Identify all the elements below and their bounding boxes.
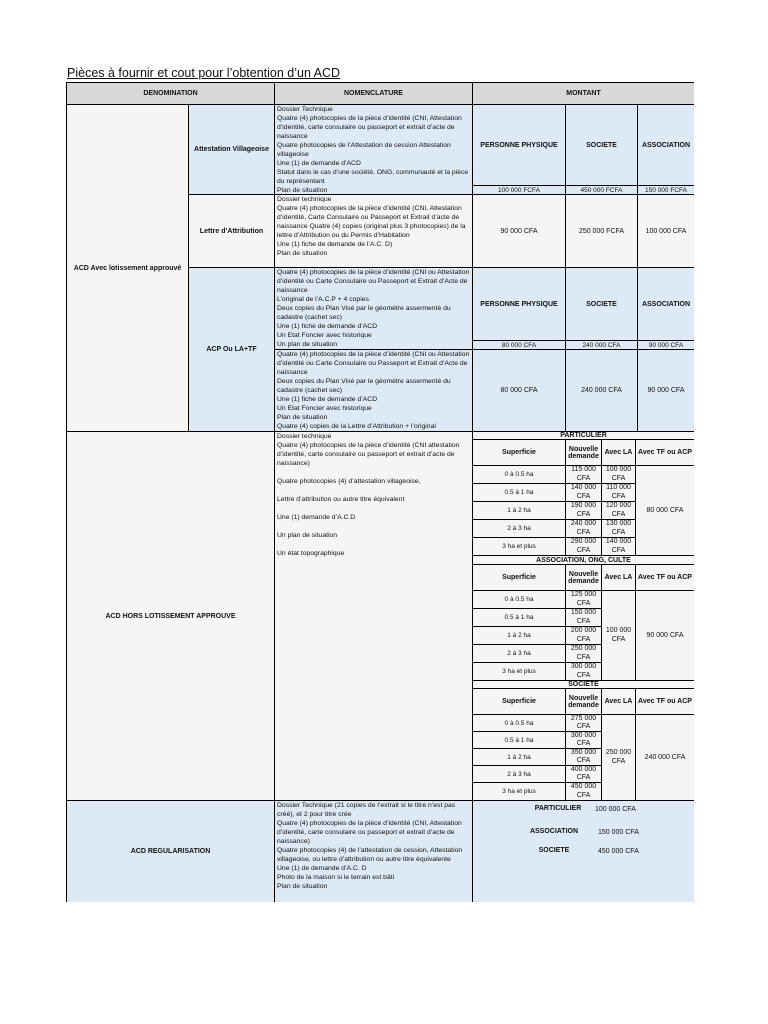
- superficie-cell: 2 à 3 ha: [473, 766, 566, 783]
- doc-item: Quatre photocopies (4) de l’attestation de cession, Attestation villageoise, ou lettre d’attribution ou autre titre équivalente: [277, 847, 463, 863]
- price-lettre-personne: 90 000 CFA: [473, 195, 566, 268]
- superficie-cell: 1 à 2 ha: [473, 502, 566, 520]
- price-attestation-association: 150 000 FCFA: [638, 186, 694, 195]
- doc-item: Une (1) de demande d’A.C. D: [277, 865, 367, 872]
- reg-value-association: 150 000 CFA: [598, 829, 639, 836]
- subsection-acp-la-tf: ACP Ou LA+TF: [189, 268, 275, 432]
- price-cell: 110 000 CFA: [602, 484, 636, 502]
- section-acd-regularisation: ACD REGULARISATION: [67, 801, 275, 902]
- hdr-superficie: Superficie: [473, 689, 566, 715]
- doc-item: Deux copies du Plan Visé par le géomètre assermenté du cadastre (cachet sec): [277, 378, 451, 394]
- doc-item: Un plan de situation: [277, 532, 338, 539]
- hdr-avec-tf: Avec TF ou ACP: [636, 689, 694, 715]
- price-cell: 100 000 CFA: [602, 466, 636, 484]
- docs-regularisation: [275, 801, 473, 902]
- price-cell: 450 000 CFA: [566, 783, 602, 800]
- reg-value-particulier: 100 000 CFA: [595, 806, 636, 813]
- doc-item: Un plan de situation: [277, 341, 338, 348]
- price-cell: 190 000 CFA: [566, 502, 602, 520]
- doc-item: Une (1) fiche de demande de l’A.C. D): [277, 241, 393, 248]
- doc-item: Quatre (4) photocopies de la pièce d’identité (CNI attestation d’identité, carte consulaire ou passeport et extrait d’acte de naissance): [277, 442, 460, 467]
- cost-table: [66, 82, 694, 902]
- price-cell: 275 000 CFA: [566, 715, 602, 732]
- doc-item: Quatre photocopies de l’Attestation de cession Attestation villageoise: [277, 142, 451, 158]
- superficie-cell: 1 à 2 ha: [473, 749, 566, 766]
- doc-item: Plan de situation: [277, 883, 328, 890]
- doc-item: Une (1) de demande d’ACD: [277, 160, 361, 167]
- price-lettre-association: 100 000 CFA: [638, 195, 694, 268]
- price-cell: 240 000 CFA: [566, 520, 602, 538]
- price-cell-la: 100 000 CFA: [602, 591, 636, 681]
- doc-item: L’original de l’A.C.P + 4 copies: [277, 296, 369, 303]
- price-cell: 130 000 CFA: [602, 520, 636, 538]
- docs-hors-lotissement: [275, 432, 473, 801]
- doc-item: Quatre (4) photocopies de la pièce d’identité (CNI ou Attestation d’identité ou Carte Consulaire ou Passeport et Extrait d’Acte de naissance: [277, 269, 470, 294]
- hdr-avec-tf: Avec TF ou ACP: [636, 440, 694, 466]
- price-cell: 290 000 CFA: [566, 538, 602, 556]
- col-association-2: ASSOCIATION: [638, 268, 694, 341]
- price-cell: 140 000 CFA: [602, 538, 636, 556]
- doc-item: Dossier technique: [277, 196, 332, 203]
- doc-item: Quatre (4) photocopies de la pièce d’identité (CNI, Attestation d’identité, carte consulaire ou passeport et extrait d’acte de naissance: [277, 115, 462, 140]
- price-lettre-societe: 250 000 FCFA: [566, 195, 638, 268]
- superficie-cell: 2 à 3 ha: [473, 520, 566, 538]
- group-title-association: ASSOCIATION, ONG, CULTE: [473, 556, 694, 565]
- regularisation-prices: [473, 801, 694, 902]
- doc-item: Quatre (4) copies de la Lettre d’Attribution + l’original: [277, 423, 436, 430]
- doc-item: Une (1) fiche de demande d’ACD: [277, 323, 378, 330]
- superficie-cell: 3 ha et plus: [473, 538, 566, 556]
- price-cell: 150 000 CFA: [566, 609, 602, 627]
- doc-item: Quatre (4) photocopies de la pièce d’identité (CNI, Attestation d’identité, Carte Consulaire ou Passeport et Extrait d’acte de naissance Quatre (4) copies (original plus 3 photocopies) de la lettre d’Attribution ou du Permis d’Habitation: [277, 205, 466, 239]
- subsection-lettre-attribution: Lettre d’Attribution: [189, 195, 275, 268]
- doc-item: Une (1) demande d’A.C.D: [277, 514, 356, 521]
- superficie-cell: 1 à 2 ha: [473, 627, 566, 645]
- doc-item: Dossier Technique (21 copies de l’extrait si le titre n’est pas créé), et 2 pour titre crée: [277, 802, 456, 818]
- doc-item: Photo de la maison si le terrain est bâti: [277, 874, 395, 881]
- price-cell: 115 000 CFA: [566, 466, 602, 484]
- superficie-cell: 0.5 à 1 ha: [473, 732, 566, 749]
- superficie-cell: 2 à 3 ha: [473, 645, 566, 663]
- group-title-particulier: PARTICULIER: [473, 432, 694, 440]
- price-cell: 250 000 CFA: [566, 645, 602, 663]
- docs-attestation: [275, 105, 473, 195]
- price-attestation-personne: 100 000 FCFA: [473, 186, 566, 195]
- price-acp2-association: 90 000 CFA: [638, 350, 694, 432]
- price-cell: 120 000 CFA: [602, 502, 636, 520]
- group-title-societe: SOCIETE: [473, 681, 694, 689]
- docs-lettre: [275, 195, 473, 268]
- col-personne-physique-2: PERSONNE PHYSIQUE: [473, 268, 566, 341]
- reg-label-societe: SOCIETE: [538, 847, 570, 854]
- header-denomination: DENOMINATION: [67, 83, 275, 105]
- doc-item: Une (1) fiche de demande d’ACD: [277, 396, 378, 403]
- hdr-nouvelle-demande: Nouvelle demande: [566, 689, 602, 715]
- doc-item: Deux copies du Plan Visé par le géomètre assermenté du cadastre (cachet sec): [277, 305, 451, 321]
- superficie-cell: 0 à 0.5 ha: [473, 466, 566, 484]
- price-attestation-societe: 450 000 FCFA: [566, 186, 638, 195]
- price-acp1-association: 90 000 CFA: [638, 341, 694, 350]
- price-cell: 140 000 CFA: [566, 484, 602, 502]
- doc-item: Quatre (4) photocopies de la pièce d’identité (CNI, Attestation d’identité, carte consulaire ou passeport et extrait d’acte de naissance): [277, 820, 462, 845]
- hdr-avec-la: Avec LA: [602, 689, 636, 715]
- price-cell: 200 000 CFA: [566, 627, 602, 645]
- hdr-avec-la: Avec LA: [602, 440, 636, 466]
- col-societe-2: SOCIETE: [566, 268, 638, 341]
- superficie-cell: 0 à 0.5 ha: [473, 715, 566, 732]
- price-cell-tf: 90 000 CFA: [636, 591, 694, 681]
- superficie-cell: 3 ha et plus: [473, 783, 566, 800]
- doc-item: Lettre d’attribution ou autre titre équivalent: [277, 496, 405, 503]
- superficie-cell: 0 à 0.5 ha: [473, 591, 566, 609]
- doc-item: Plan de situation: [277, 250, 328, 257]
- col-association: ASSOCIATION: [638, 105, 694, 186]
- price-cell: 400 000 CFA: [566, 766, 602, 783]
- doc-item: Dossier Technique: [277, 106, 333, 113]
- col-personne-physique: PERSONNE PHYSIQUE: [473, 105, 566, 186]
- docs-acp-1: [275, 268, 473, 350]
- price-cell: 125 000 CFA: [566, 591, 602, 609]
- doc-item: Quatre photocopies (4) d’attestation villageoise,: [277, 478, 421, 485]
- doc-item: Plan de situation: [277, 414, 328, 421]
- subsection-attestation-villageoise: Attestation Villageoise: [189, 105, 275, 195]
- section-acd-avec-lotissement: ACD Avec lotissement approuvé: [67, 105, 189, 432]
- hdr-nouvelle-demande: Nouvelle demande: [566, 440, 602, 466]
- price-cell: 350 000 CFA: [566, 749, 602, 766]
- reg-value-societe: 450 000 CFA: [598, 848, 639, 855]
- price-acp1-societe: 240 000 CFA: [566, 341, 638, 350]
- docs-acp-2: [275, 350, 473, 432]
- doc-item: Un Etat Foncier avec historique: [277, 332, 372, 339]
- hors-lotissement-prices: [473, 432, 694, 801]
- hdr-superficie: Superficie: [473, 440, 566, 466]
- hdr-nouvelle-demande: Nouvelle demande: [566, 565, 602, 591]
- reg-label-association: ASSOCIATION: [529, 828, 579, 835]
- price-acp2-personne: 80 000 CFA: [473, 350, 566, 432]
- header-nomenclature: NOMENCLATURE: [275, 83, 473, 105]
- price-cell-tf: 240 000 CFA: [644, 754, 686, 761]
- doc-item: Un Etat Foncier avec historique: [277, 405, 372, 412]
- col-societe: SOCIETE: [566, 105, 638, 186]
- section-acd-hors-lotissement: ACD HORS LOTISSEMENT APPROUVE: [67, 432, 275, 801]
- doc-item: Un état topographique: [277, 550, 345, 557]
- superficie-cell: 0.5 à 1 ha: [473, 484, 566, 502]
- price-acp2-societe: 240 000 CFA: [566, 350, 638, 432]
- doc-item: Quatre (4) photocopies de la pièce d’identité (CNI ou Attestation d’identité ou Carte Consulaire ou Passeport et Extrait d’Acte de naissance: [277, 351, 470, 376]
- doc-item: Statut dans le cas d’une société, ONG, communauté et la pièce du représentant: [277, 169, 469, 185]
- price-cell: 300 000 CFA: [566, 663, 602, 681]
- price-cell-la: 250 000 CFA: [602, 715, 636, 800]
- hdr-avec-tf: Avec TF ou ACP: [636, 565, 694, 591]
- doc-item: Plan de situation: [277, 187, 328, 194]
- doc-item: Dossier technique: [277, 433, 332, 440]
- price-cell-tf: 80 000 CFA: [636, 466, 694, 556]
- superficie-cell: 0.5 à 1 ha: [473, 609, 566, 627]
- hdr-superficie: Superficie: [473, 565, 566, 591]
- hdr-avec-la: Avec LA: [602, 565, 636, 591]
- reg-label-particulier: PARTICULIER: [534, 805, 582, 812]
- page-title: Pièces à fournir et cout pour l’obtention d’un ACD: [67, 66, 341, 80]
- superficie-cell: 3 ha et plus: [473, 663, 566, 681]
- price-cell: 300 000 CFA: [566, 732, 602, 749]
- price-acp1-personne: 80 000 CFA: [473, 341, 566, 350]
- header-montant: MONTANT: [473, 83, 694, 105]
